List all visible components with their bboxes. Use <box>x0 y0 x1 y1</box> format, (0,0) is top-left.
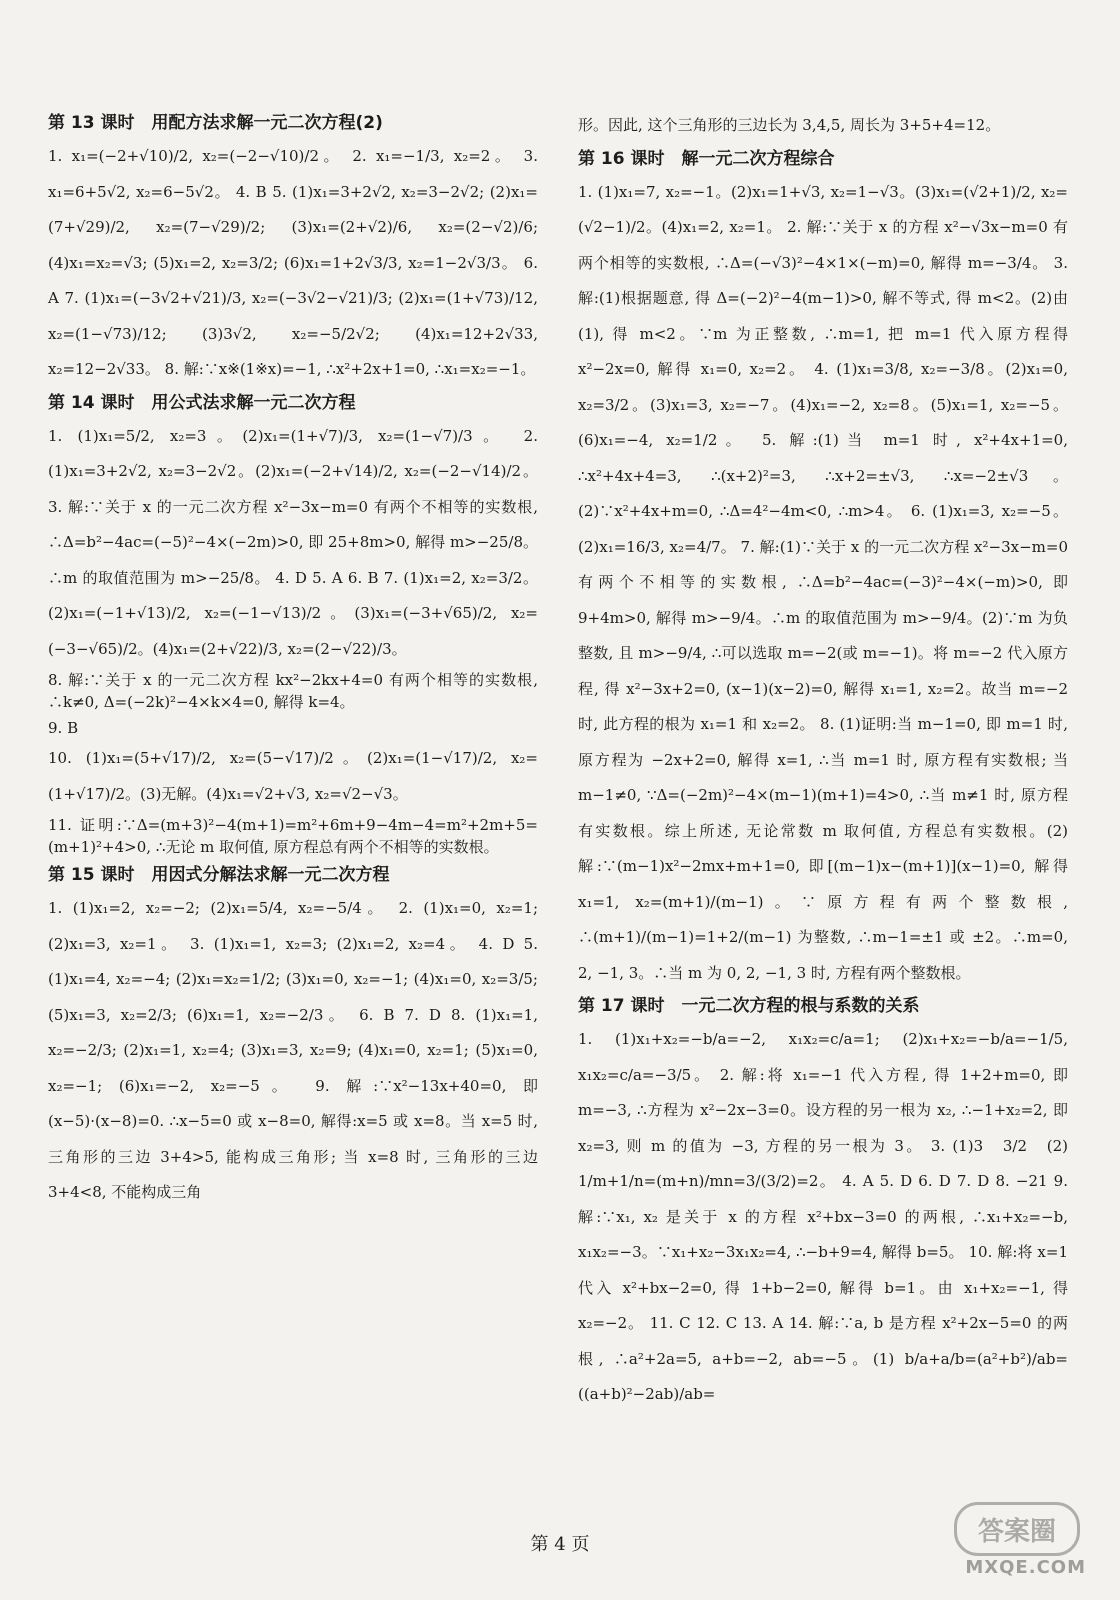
lesson-15-answers: 1. (1)x₁=2, x₂=−2; (2)x₁=5/4, x₂=−5/4。 2. (1)x₁=0, x₂=1; (2)x₁=3, x₂=1。 3. (1)x₁=1, x₂=3; (2)x₁=2, x₂=4。 4. D 5. (1)x₁=4, x₂=−4; (2)x₁=x₂=1/2; (3)x₁=0, x₂=−1; (4)x₁=0, x₂=3/5; (5)x₁=3, x₂=2/3; (6)x₁=1, x₂=−2/3。 6. B 7. D 8. (1)x₁=1, x₂=−2/3; (2)x₁=1, x₂=4; (3)x₁=3, x₂=9; (4)x₁=0, x₂=1; (5)x₁=0, x₂=−1; (6)x₁=−2, x₂=−5。 9. 解:∵x²−13x+40=0, 即(x−5)·(x−8)=0. ∴x−5=0 或 x−8=0, 解得:x=5 或 x=8。当 x=5 时, 三角形的三边 3+4>5, 能构成三角形; 当 x=8 时, 三角形的三边 3+4<8, 不能构成三角 <box>48 899 538 1201</box>
lesson-13-answers: 1. x₁=(−2+√10)/2, x₂=(−2−√10)/2。 2. x₁=−1/3, x₂=2。 3. x₁=6+5√2, x₂=6−5√2。 4. B 5. (1)x₁=3+2√2, x₂=3−2√2; (2)x₁=(7+√29)/2, x₂=(7−√29)/2; (3)x₁=(2+√2)/6, x₂=(2−√2)/6; (4)x₁=x₂=√3; (5)x₁=2, x₂=3/2; (6)x₁=1+2√3/3, x₂=1−2√3/3。 6. A 7. (1)x₁=(−3√2+√21)/3, x₂=(−3√2−√21)/3; (2)x₁=(1+√73)/12, x₂=(1−√73)/12; (3)3√2, x₂=−5/2√2; (4)x₁=12+2√33, x₂=12−2√33。 8. 解:∵x※(1※x)=−1, ∴x²+2x+1=0, ∴x₁=x₂=−1。 <box>48 147 538 378</box>
right-column <box>578 108 1068 1413</box>
lesson-14-answers-11: 11. 证明:∵Δ=(m+3)²−4(m+1)=m²+6m+9−4m−4=m²+2m+5=(m+1)²+4>0, ∴无论 m 取何值, 原方程总有两个不相等的实数根。 <box>48 816 538 856</box>
lesson-16-title: 第 16 课时 解一元二次方程综合 <box>578 148 835 169</box>
watermark-site: MXQE.COM <box>965 1557 1086 1578</box>
watermark-mark: 答案圈 <box>954 1502 1080 1556</box>
lesson-16-answers: 1. (1)x₁=7, x₂=−1。(2)x₁=1+√3, x₂=1−√3。(3)x₁=(√2+1)/2, x₂=(√2−1)/2。(4)x₁=2, x₂=1。 2. 解:∵关于 x 的方程 x²−√3x−m=0 有两个相等的实数根, ∴Δ=(−√3)²−4×1×(−m)=0, 解得 m=−3/4。 3. 解:(1)根据题意, 得 Δ=(−2)²−4(m−1)>0, 解不等式, 得 m<2。(2)由(1), 得 m<2。∵m 为正整数, ∴m=1, 把 m=1 代入原方程得 x²−2x=0, 解得 x₁=0, x₂=2。 4. (1)x₁=3/8, x₂=−3/8。(2)x₁=0, x₂=3/2。(3)x₁=3, x₂=−7。(4)x₁=−2, x₂=8。(5)x₁=1, x₂=−5。(6)x₁=−4, x₂=1/2。 5. 解:(1)当 m=1 时, x²+4x+1=0, ∴x²+4x+4=3, ∴(x+2)²=3, ∴x+2=±√3, ∴x=−2±√3。(2)∵x²+4x+m=0, ∴Δ=4²−4m<0, ∴m>4。 6. (1)x₁=3, x₂=−5。(2)x₁=16/3, x₂=4/7。 7. 解:(1)∵关于 x 的一元二次方程 x²−3x−m=0 有两个不相等的实数根, ∴Δ=b²−4ac=(−3)²−4×(−m)>0, 即 9+4m>0, 解得 m>−9/4。∴m 的取值范围为 m>−9/4。(2)∵m 为负整数, 且 m>−9/4, ∴可以选取 m=−2(或 m=−1)。将 m=−2 代入原方程, 得 x²−3x+2=0, (x−1)(x−2)=0, 解得 x₁=1, x₂=2。故当 m=−2 时, 此方程的根为 x₁=1 和 x₂=2。 8. (1)证明:当 m−1=0, 即 m=1 时, 原方程为 −2x+2=0, 解得 x=1, ∴当 m=1 时, 原方程有实数根; 当 m−1≠0, ∵Δ=(−2m)²−4×(m−1)(m+1)=4>0, ∴当 m≠1 时, 原方程有实数根。综上所述, 无论常数 m 取何值, 方程总有实数根。(2)解:∵(m−1)x²−2mx+m+1=0, 即[(m−1)x−(m+1)](x−1)=0, 解得 x₁=1, x₂=(m+1)/(m−1)。∵原方程有两个整数根, ∴(m+1)/(m−1)=1+2/(m−1) 为整数, ∴m−1=±1 或 ±2。∴m=0, 2, −1, 3。∴当 m 为 0, 2, −1, 3 时, 方程有两个整数根。 <box>578 182 1068 982</box>
left-column <box>48 108 538 1211</box>
lesson-13-title: 第 13 课时 用配方法求解一元二次方程(2) <box>48 113 383 133</box>
lesson-14-answers-9: 9. B <box>48 719 79 737</box>
lesson-15-title: 第 15 课时 用因式分解法求解一元二次方程 <box>48 865 390 885</box>
page-number: 第 4 页 <box>530 1534 590 1555</box>
lesson-17-answers: 1. (1)x₁+x₂=−b/a=−2, x₁x₂=c/a=1; (2)x₁+x₂=−b/a=−1/5, x₁x₂=c/a=−3/5。 2. 解:将 x₁=−1 代入方程, 得 1+2+m=0, 即 m=−3, ∴方程为 x²−2x−3=0。设方程的另一根为 x₂, ∴−1+x₂=2, 即 x₂=3, 则 m 的值为 −3, 方程的另一根为 3。 3. (1)3 3/2 (2) 1/m+1/n=(m+n)/mn=3/(3/2)=2。 4. A 5. D 6. D 7. D 8. −21 9. 解:∵x₁, x₂ 是关于 x 的方程 x²+bx−3=0 的两根, ∴x₁+x₂=−b, x₁x₂=−3。∵x₁+x₂−3x₁x₂=4, ∴−b+9=4, 解得 b=5。 10. 解:将 x=1 代入 x²+bx−2=0, 得 1+b−2=0, 解得 b=1。由 x₁+x₂=−1, 得 x₂=−2。 11. C 12. C 13. A 14. 解:∵a, b 是方程 x²+2x−5=0 的两根, ∴a²+2a=5, a+b=−2, ab=−5。(1) b/a+a/b=(a²+b²)/ab=((a+b)²−2ab)/ab= <box>578 1030 1068 1403</box>
lesson-17-title: 第 17 课时 一元二次方程的根与系数的关系 <box>578 996 920 1016</box>
watermark-logo <box>950 1502 1090 1578</box>
lesson-14-answers-10: 10. (1)x₁=(5+√17)/2, x₂=(5−√17)/2。(2)x₁=(1−√17)/2, x₂=(1+√17)/2。(3)无解。(4)x₁=√2+√3, x₂=√2−√3。 <box>48 749 538 803</box>
lesson-14-title: 第 14 课时 用公式法求解一元二次方程 <box>48 392 356 413</box>
lesson-14-answers-8: 8. 解:∵关于 x 的一元二次方程 kx²−2kx+4=0 有两个相等的实数根, ∴k≠0, Δ=(−2k)²−4×k×4=0, 解得 k=4。 <box>48 671 538 711</box>
lesson-14-answers-1: 1. (1)x₁=5/2, x₂=3。(2)x₁=(1+√7)/3, x₂=(1−√7)/3。 2. (1)x₁=3+2√2, x₂=3−2√2。(2)x₁=(−2+√14)/2, x₂=(−2−√14)/2。 3. 解:∵关于 x 的一元二次方程 x²−3x−m=0 有两个不相等的实数根, ∴Δ=b²−4ac=(−5)²−4×(−2m)>0, 即 25+8m>0, 解得 m>−25/8。∴m 的取值范围为 m>−25/8。 4. D 5. A 6. B 7. (1)x₁=2, x₂=3/2。(2)x₁=(−1+√13)/2, x₂=(−1−√13)/2。(3)x₁=(−3+√65)/2, x₂=(−3−√65)/2。(4)x₁=(2+√22)/3, x₂=(2−√22)/3。 <box>48 426 538 658</box>
lesson-15-continuation: 形。因此, 这个三角形的三边长为 3,4,5, 周长为 3+5+4=12。 <box>578 116 1001 134</box>
